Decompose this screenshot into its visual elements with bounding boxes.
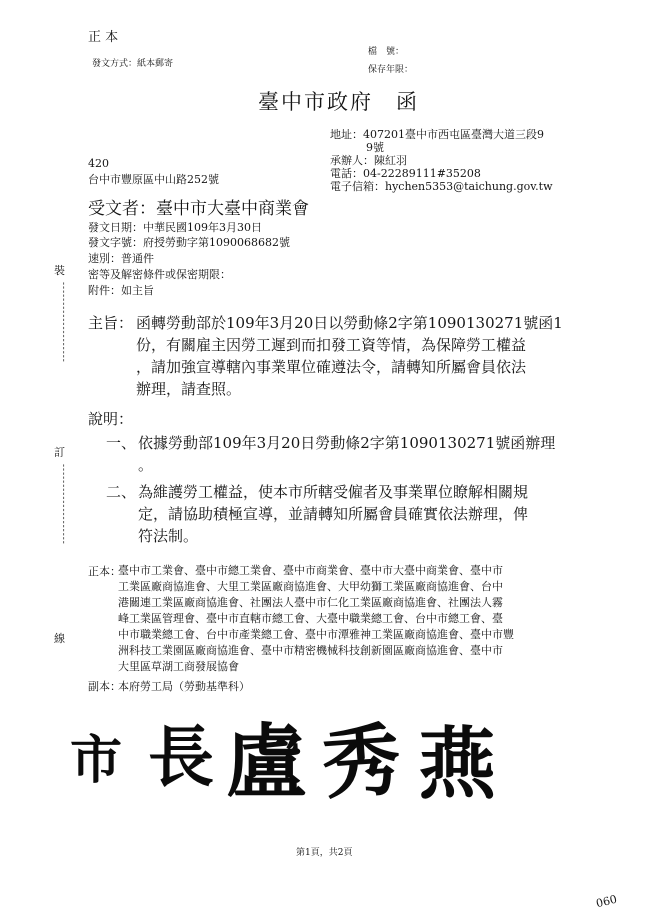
- distribution-list: [118, 563, 628, 675]
- original-copy-label: 正 本: [88, 30, 119, 45]
- phone: 電話：04-22289111#35208: [330, 167, 481, 180]
- distribution-label: 正本：: [88, 565, 121, 578]
- classification: 密等及解密條件或保密期限：: [88, 268, 231, 281]
- binding-mark: 裝: [54, 264, 65, 277]
- explanation-label: 說明：: [88, 410, 134, 428]
- copy-label: 副本：: [88, 680, 121, 693]
- item-marker: 二、: [106, 483, 137, 501]
- explanation-line: 為維護勞工權益，使本市所轄受僱者及事業單位瞭解相關規: [138, 483, 529, 501]
- signature-title-char: 市: [70, 730, 123, 791]
- binding-dash-1: --------------------: [58, 282, 68, 363]
- distribution-line: 臺中市工業會、臺中市總工業會、臺中市商業會、臺中市大臺中商業會、臺中市: [118, 564, 503, 577]
- explanation-item: [138, 481, 528, 547]
- speed: 速別：普通件: [88, 252, 154, 265]
- sender-address-cont: 9號: [366, 141, 384, 154]
- recipient: 受文者：臺中市大臺中商業會: [88, 199, 309, 219]
- issue-number: 發文字號：府授勞動字第1090068682號: [88, 236, 290, 249]
- explanation-line: 。: [138, 456, 154, 474]
- copy-recipient: 本府勞工局（勞動基準科）: [118, 680, 250, 693]
- attachment: 附件：如主旨: [88, 284, 154, 297]
- recipient-street: 台中市豐原區中山路252號: [88, 173, 219, 186]
- signature-name-char: 盧: [226, 715, 306, 809]
- subject-line: 份，有關雇主因勞工遲到而扣發工資等情，為保障勞工權益: [136, 336, 527, 354]
- subject-line: 辦理，請查照。: [136, 380, 242, 398]
- signature-title-char: 長: [148, 718, 214, 796]
- subject-label: 主旨：: [88, 314, 134, 332]
- signature-name-char: 秀: [319, 714, 404, 811]
- line-mark: 線: [54, 632, 65, 645]
- explanation-line: 依據勞動部109年3月20日勞動條2字第1090130271號函辦理: [138, 434, 556, 452]
- handler: 承辦人：陳紅羽: [330, 154, 407, 167]
- distribution-line: 大里區草湖工商發展協會: [118, 660, 239, 673]
- binding-dash-2: --------------------: [58, 464, 68, 545]
- subject-line: ，請加強宣導轄內事業單位確遵法令，請轉知所屬會員依法: [136, 358, 527, 376]
- sender-address: 地址：407201臺中市西屯區臺灣大道三段9: [330, 128, 544, 141]
- distribution-line: 中市職業總工會、台中市產業總工會、臺中市潭雅神工業區廠商協進會、臺中市豐: [118, 628, 514, 641]
- signature-name-char: 燕: [418, 719, 497, 810]
- postal-code: 420: [88, 157, 109, 170]
- distribution-line: 峰工業區管理會、臺中市直轄市總工會、大臺中職業總工會、台中市總工會、臺: [118, 612, 503, 625]
- order-mark: 訂: [54, 446, 65, 459]
- explanation-line: 定，請協助積極宣導，並請轉知所屬會員確實依法辦理，俾: [138, 505, 529, 523]
- distribution-line: 港關連工業區廠商協進會、社團法人臺中市仁化工業區廠商協進會、社團法人霧: [118, 596, 503, 609]
- explanation-line: 符法制。: [138, 527, 199, 545]
- file-number-label: 檔 號：: [368, 47, 405, 57]
- explanation-item: [138, 432, 555, 476]
- retention-label: 保存年限：: [368, 65, 414, 75]
- send-method: 發文方式：紙本郵寄: [92, 59, 174, 69]
- item-marker: 一、: [106, 434, 137, 452]
- email: 電子信箱：hychen5353@taichung.gov.tw: [330, 180, 553, 193]
- document-title: 臺中市政府 函: [258, 90, 419, 114]
- distribution-line: 洲科技工業園區廠商協進會、臺中市精密機械科技創新園區廠商協進會、臺中市: [118, 644, 503, 657]
- subject-body: [136, 312, 616, 400]
- issue-date: 發文日期：中華民國109年3月30日: [88, 221, 262, 234]
- scan-number: 060: [594, 892, 619, 911]
- page-number: 第1頁，共2頁: [296, 848, 353, 858]
- subject-line: 函轉勞動部於109年3月20日以勞動條2字第1090130271號函1: [136, 314, 563, 332]
- distribution-line: 工業區廠商協進會、大里工業區廠商協進會、大甲幼獅工業區廠商協進會、台中: [118, 580, 503, 593]
